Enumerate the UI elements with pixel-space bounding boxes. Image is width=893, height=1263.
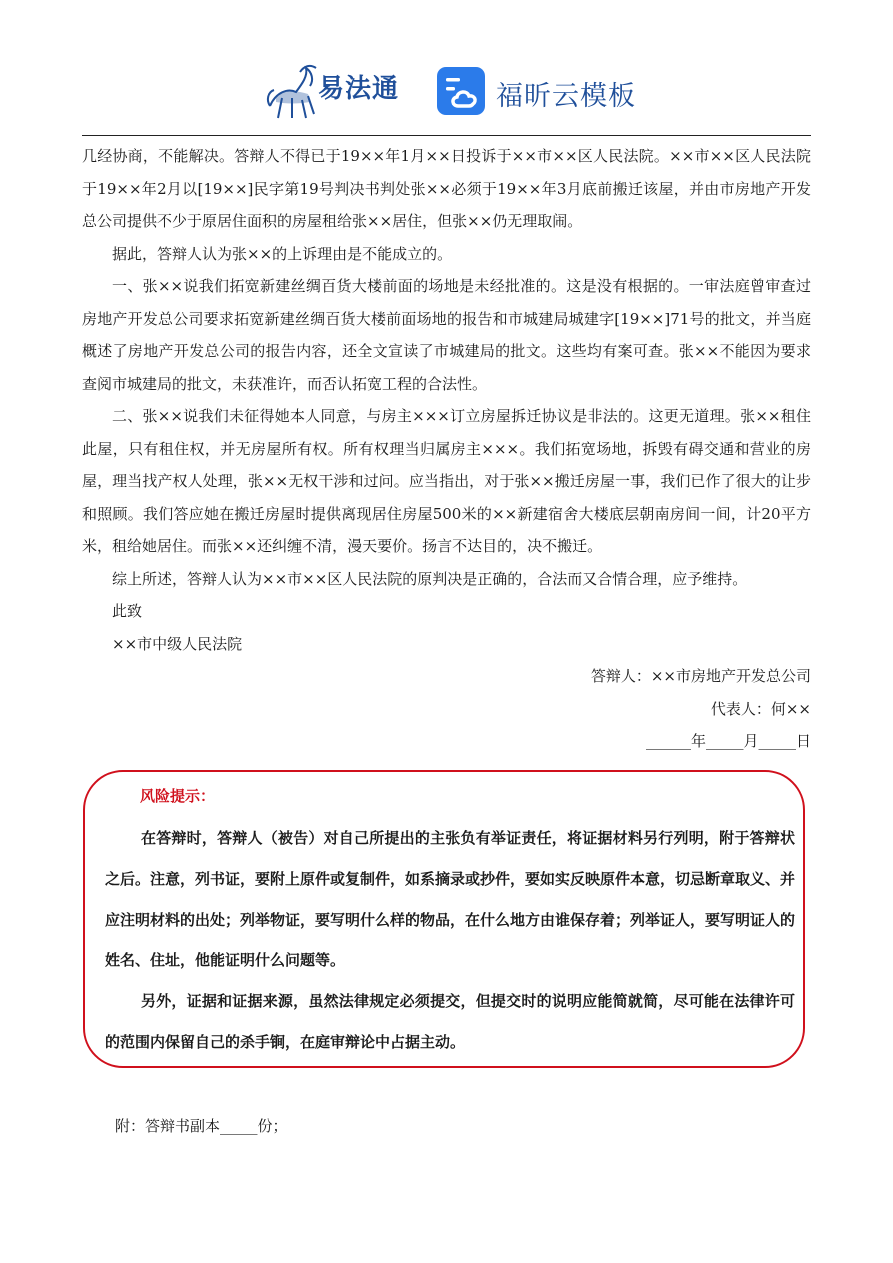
foxit-cloud-logo-icon bbox=[436, 66, 486, 116]
risk-notice-box bbox=[83, 770, 805, 1068]
date-line: ______年_____月_____日 bbox=[645, 732, 811, 750]
risk-notice-body bbox=[105, 818, 795, 1063]
document-body bbox=[82, 140, 811, 758]
paragraph-summary: 综上所述，答辩人认为××市××区人民法院的原判决是正确的，合法而又合情合理，应予维持。 bbox=[112, 569, 748, 588]
paragraph-continuation: 几经协商，不能解决。答辩人不得已于19××年1月××日投诉于××市××区人民法院。××市××区人民法院于19××年2月以[19××]民字第19号判决书判处张××必须于19××年3月底前搬迁该屋，并由市房地产开发总公司提供不少于原居住面积的房屋租给张××居住，但张××仍无理取闹。 bbox=[82, 147, 811, 230]
salutation: 此致 bbox=[112, 602, 143, 620]
page-header bbox=[0, 58, 893, 128]
logo-yifatong-text: 易法通 bbox=[318, 74, 400, 104]
paragraph-conclusion-intro: 据此，答辩人认为张××的上诉理由是不能成立的。 bbox=[112, 244, 453, 263]
risk-paragraph-evidence: 在答辩时，答辩人（被告）对自己所提出的主张负有举证责任，将证据材料另行列明，附于答辩状之后。注意，列书证，要附上原件或复制件，如系摘录或抄件，要如实反映原件本意，切忌断章取义、并应注明材料的出处；列举物证，要写明什么样的物品，在什么地方由谁保存着；列举证人，要写明证人的姓名、住址，他能证明什么问题等。 bbox=[105, 829, 796, 970]
signer-line: 答辩人：××市房地产开发总公司 bbox=[590, 667, 811, 685]
paragraph-point-one: 一、张××说我们拓宽新建丝绸百货大楼前面的场地是未经批准的。这是没有根据的。一审法庭曾审查过房地产开发总公司要求拓宽新建丝绸百货大楼前面场地的报告和市城建局城建字[19××]71号的批文，并当庭概述了房地产开发总公司的报告内容，还全文宣读了市城建局的批文。这些均有案可查。张××不能因为要求查阅市城建局的批文，未获准许，而否认拓宽工程的合法性。 bbox=[82, 277, 811, 393]
court-name: ××市中级人民法院 bbox=[112, 634, 243, 653]
risk-paragraph-strategy: 另外，证据和证据来源，虽然法律规定必须提交，但提交时的说明应能简就简，尽可能在法律许可的范围内保留自己的杀手锏，在庭审辩论中占据主动。 bbox=[105, 992, 795, 1051]
paragraph-point-two: 二、张××说我们未征得她本人同意，与房主×××订立房屋拆迁协议是非法的。这更无道理。张××租住此屋，只有租住权，并无房屋所有权。所有权理当归属房主×××。我们拓宽场地，拆毁有碍交通和营业的房屋，理当找产权人处理，张××无权干涉和过问。应当指出，对于张××搬迁房屋一事，我们已作了很大的让步和照顾。我们答应她在搬迁房屋时提供离现居住房屋500米的××新建宿舍大楼底层朝南房间一间，计20平方米，租给她居住。而张××还纠缠不清，漫天要价。扬言不达目的，决不搬迁。 bbox=[82, 407, 811, 555]
header-divider bbox=[82, 135, 811, 136]
representative-line: 代表人：何×× bbox=[710, 699, 811, 718]
risk-notice-title: 风险提示： bbox=[140, 787, 216, 805]
logo-fuxin-template-text: 福昕云模板 bbox=[496, 81, 636, 112]
attachment-line: 附：答辩书副本_____份； bbox=[115, 1117, 288, 1135]
